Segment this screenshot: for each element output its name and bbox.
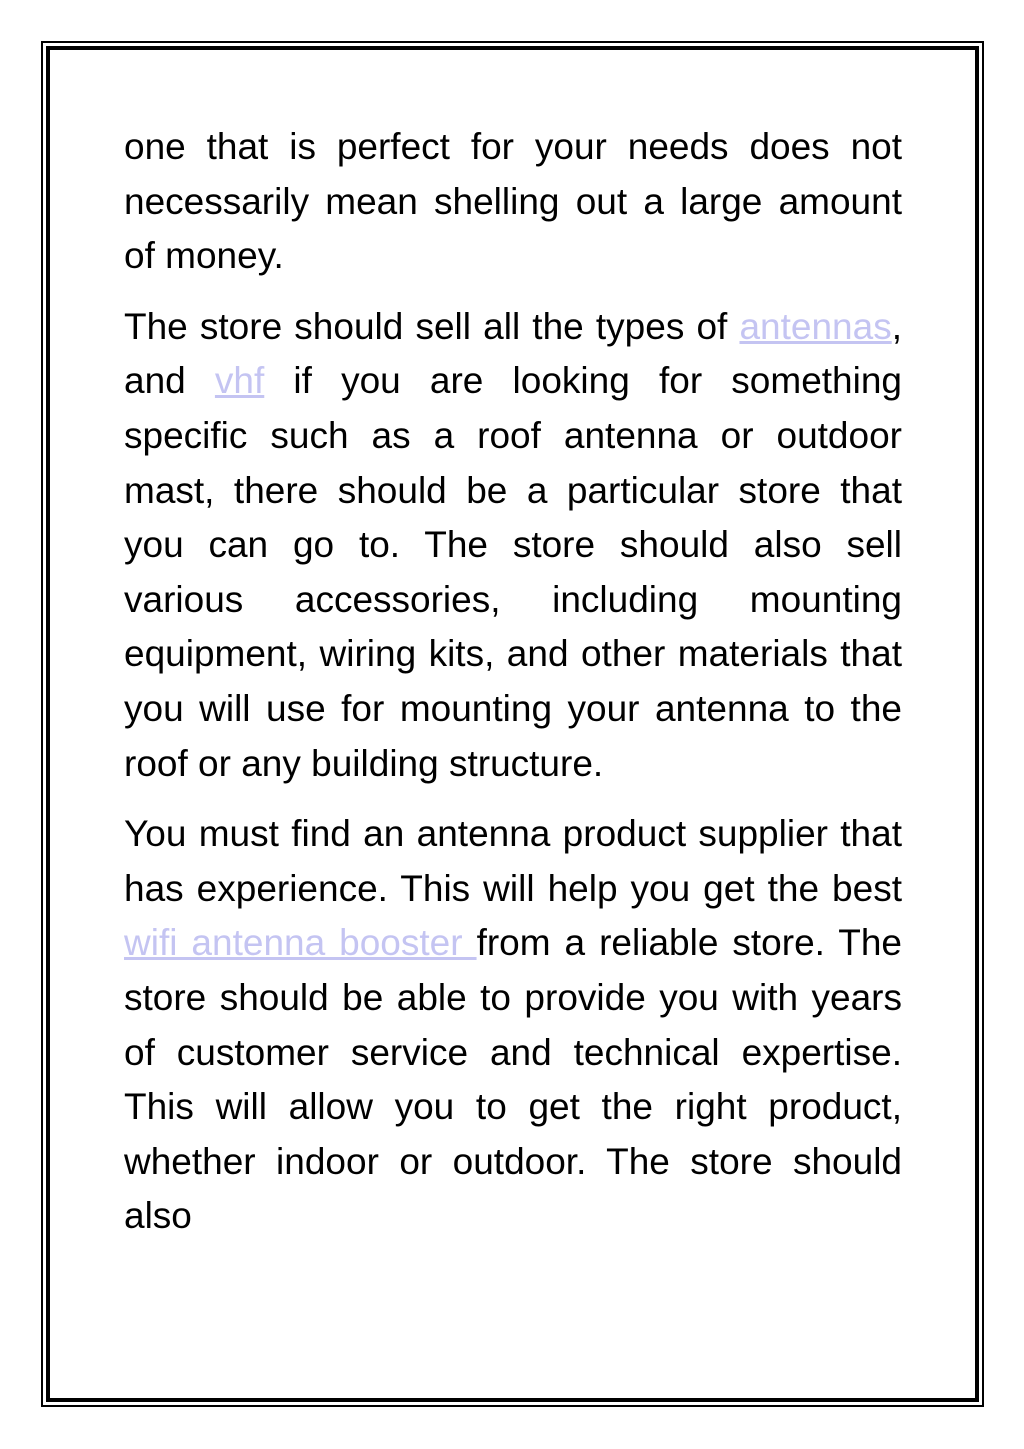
paragraph-2-text-start: The store should sell all the types of: [124, 305, 740, 347]
paragraph-1: [124, 120, 902, 284]
document-body: [124, 120, 902, 1260]
paragraph-2-text-middle: , and: [124, 305, 902, 402]
paragraph-2-text-end: if you are looking for something specific such as a roof antenna or outdoor mast, there should be a particular store that you can go to. The store should also sell various accessories, including mounting equipment, wiring kits, and other materials that you will use for mounting your antenna to the roof or any building structure.: [124, 360, 903, 784]
paragraph-3-text-start: You must find an antenna product supplier that has experience. This will help you get the best: [124, 813, 902, 909]
wifi-antenna-booster-link[interactable]: wifi antenna booster: [124, 922, 477, 964]
paragraph-2: [124, 300, 902, 791]
paragraph-3: [124, 807, 902, 1244]
paragraph-3-text-end: from a reliable store. The store should be able to provide you with years of customer service and technical expertise. This will allow you to get the right product, whether indoor or outdoor. The store should also: [124, 922, 902, 1237]
vhf-link[interactable]: vhf: [214, 360, 265, 402]
paragraph-1-text: one that is perfect for your needs does not necessarily mean shelling out a large amount of money.: [124, 126, 902, 277]
antennas-link[interactable]: antennas: [739, 305, 892, 347]
